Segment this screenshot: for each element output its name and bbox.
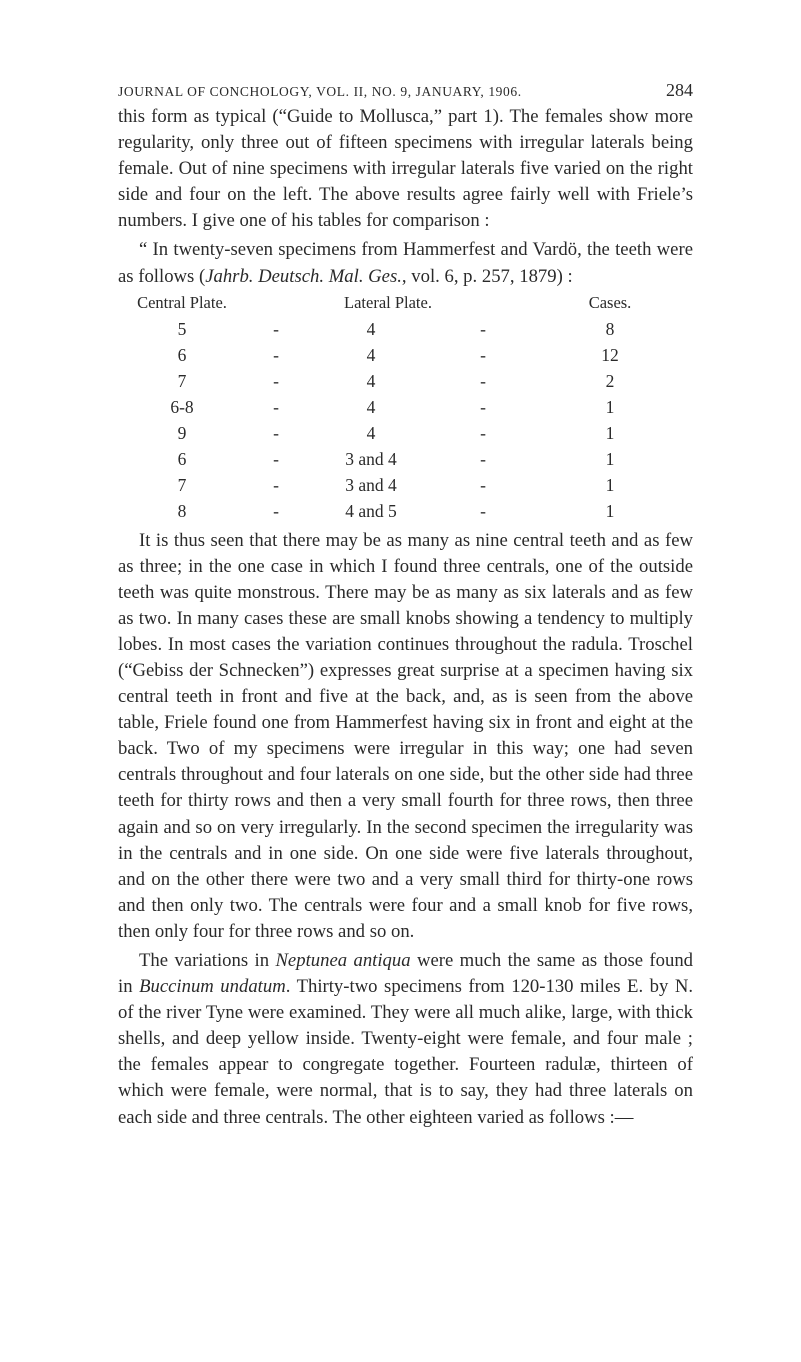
- central-cell: 6: [177, 449, 187, 470]
- central-cell: 6: [177, 344, 187, 365]
- separator-dash: -: [273, 318, 279, 339]
- separator-dash: -: [273, 501, 279, 522]
- cases-cell: 1: [605, 423, 615, 444]
- separator-dash: -: [273, 370, 279, 391]
- text-run: were much the same as those found in: [118, 950, 694, 998]
- lateral-cell: 4 and 5: [345, 501, 397, 522]
- teeth-table: [118, 290, 690, 525]
- separator-dash: -: [480, 423, 486, 444]
- cases-cell: 12: [601, 344, 619, 365]
- table-row: [118, 472, 690, 498]
- paragraph-2-quote: [118, 237, 693, 289]
- separator-dash: -: [273, 449, 279, 470]
- cases-cell: 1: [605, 397, 615, 418]
- article-body: [118, 104, 693, 1131]
- separator-dash: -: [273, 475, 279, 496]
- journal-reference: Jahrb. Deutsch. Mal. Ges.: [205, 265, 402, 287]
- table-row: [118, 368, 690, 394]
- central-cell: 5: [177, 318, 187, 339]
- separator-dash: -: [480, 397, 486, 418]
- separator-dash: -: [480, 501, 486, 522]
- separator-dash: -: [480, 370, 486, 391]
- species-buccinum: Buccinum undatum: [139, 976, 286, 998]
- lateral-cell: 4: [366, 397, 376, 418]
- separator-dash: -: [480, 449, 486, 470]
- cases-cell: 2: [605, 370, 615, 391]
- table-row: [118, 394, 690, 420]
- lateral-cell: 4: [366, 370, 376, 391]
- running-header: [118, 80, 693, 101]
- separator-dash: -: [273, 397, 279, 418]
- cases-cell: 1: [605, 501, 615, 522]
- separator-dash: -: [480, 318, 486, 339]
- central-cell: 6-8: [170, 397, 194, 418]
- cases-cell: 8: [605, 318, 615, 339]
- table-row: [118, 316, 690, 342]
- header-lateral: Lateral Plate.: [344, 292, 432, 312]
- table-row: [118, 420, 690, 446]
- species-neptunea: Neptunea antiqua: [275, 950, 411, 971]
- quote-intro: “ In twenty-seven specimens from Hammerfest and Vardö, the teeth were as follows (: [118, 239, 693, 287]
- lateral-cell: 4: [366, 318, 376, 339]
- separator-dash: -: [480, 344, 486, 365]
- header-cases: Cases.: [588, 292, 632, 312]
- central-cell: 7: [177, 370, 187, 391]
- table-header-row: [118, 290, 690, 316]
- header-central: Central Plate.: [137, 292, 227, 312]
- cases-cell: 1: [605, 449, 615, 470]
- paragraph-3: It is thus seen that there may be as many as nine central teeth and as few as three; in the one case in which I found three centrals, one of the outside teeth was quite monstrous. There may be as many as six laterals and as few as two. In many cases these are small knobs showing a tendency to multiply lobes. In most cases the variation continues throughout the radula. Troschel (“Gebiss der Schnecken”) expresses great surprise at a specimen having six central teeth in front and five at the back, and, as is seen from the above table, Friele found one from Hammerfest having six in front and eight at the back. Two of my specimens were irregular in this way; one had seven centrals throughout and four laterals on one side, but the other side had three teeth for thirty rows and then a very small fourth for three rows, then three again and so on very irregularly. In the second specimen the irregularity was in the centrals and in one side. On one side were five laterals throughout, and on the other there were two and a very small third for thirty-one rows and then only two. The centrals were four and a small knob for five rows, then only four for three rows and so on.: [118, 529, 693, 942]
- table-row: [118, 342, 690, 368]
- text-run: . Thirty-two specimens from 120-130 miles E. by N. of the river Tyne were examined. They were all much alike, large, with thick shells, and deep yellow inside. Twenty-eight were female, and four male ; the females appear to congregate together. Fourteen radulæ, thirteen of which were female, were normal, that is to say, they had three laterals on each side and three centrals. The other eighteen varied as follows :—: [118, 976, 693, 1128]
- separator-dash: -: [273, 423, 279, 444]
- text-run: The variations in: [139, 950, 276, 971]
- lateral-cell: 3 and 4: [345, 449, 397, 470]
- paragraph-4: [118, 948, 693, 1131]
- separator-dash: -: [480, 475, 486, 496]
- central-cell: 8: [177, 501, 187, 522]
- lateral-cell: 4: [366, 423, 376, 444]
- page-number: 284: [666, 80, 693, 100]
- lateral-cell: 4: [366, 344, 376, 365]
- cases-cell: 1: [605, 475, 615, 496]
- paragraph-1: this form as typical (“Guide to Mollusca,” part 1). The females show more regularity, only three out of fifteen specimens with irregular laterals being female. Out of nine specimens with irregular laterals five varied on the right side and four on the left. The above results agree fairly well with Friele’s numbers. I give one of his tables for comparison :: [118, 106, 693, 232]
- journal-title: JOURNAL OF CONCHOLOGY, VOL. II, NO. 9, JANUARY, 1906.: [118, 84, 522, 99]
- lateral-cell: 3 and 4: [345, 475, 397, 496]
- quote-end: , vol. 6, p. 257, 1879) :: [401, 265, 573, 287]
- separator-dash: -: [273, 344, 279, 365]
- table-row: [118, 498, 690, 524]
- central-cell: 9: [177, 423, 187, 444]
- central-cell: 7: [177, 475, 187, 496]
- table-row: [118, 446, 690, 472]
